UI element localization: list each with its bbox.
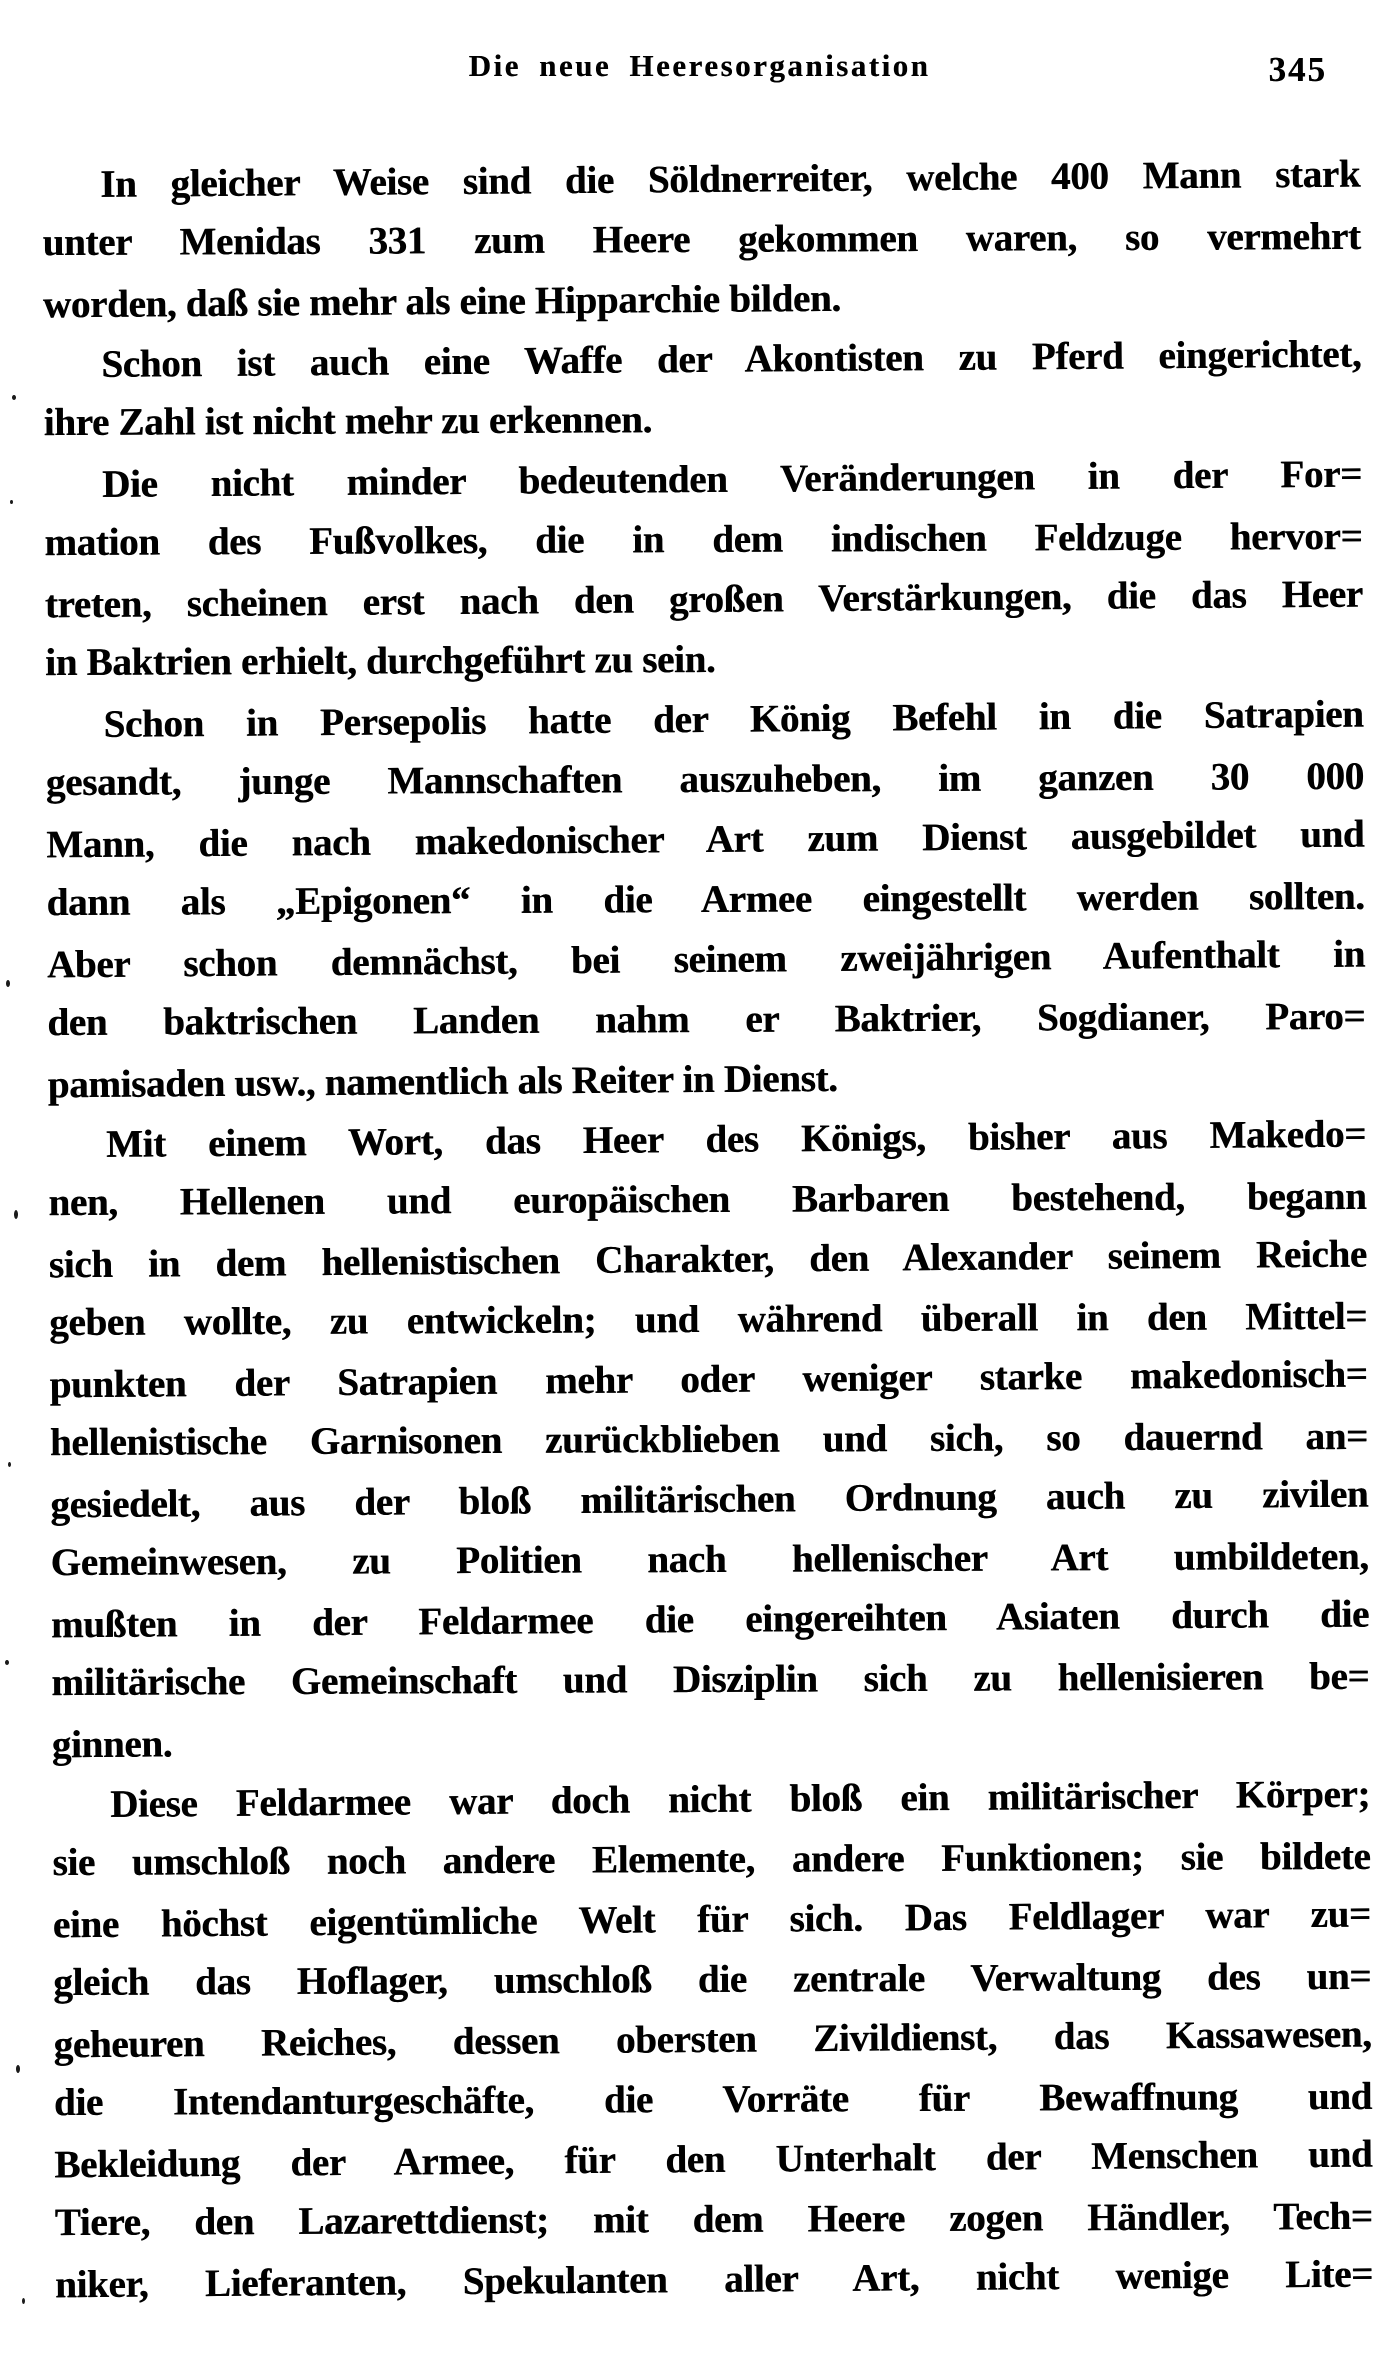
scan-speckle <box>12 395 16 400</box>
scan-speckle <box>10 500 13 504</box>
text-line: Schon ist auch eine Waffe der Akontisten zu Pferd eingerichtet, <box>101 332 1362 386</box>
text-line: niker, Lieferanten, Spekulanten aller Art, nicht wenige Lite= <box>54 2252 1374 2307</box>
text-line: mation des Fußvolkes, die in dem indischen Feldzuge hervor= <box>44 514 1363 565</box>
text-line: Mit einem Wort, das Heer des Königs, bisher aus Makedo= <box>105 1112 1367 1166</box>
text-line: Aber schon demnächst, bei seinem zweijährigen Aufenthalt in <box>46 932 1366 987</box>
text-line: die Intendanturgeschäfte, die Vorräte für Bewaffnung und <box>53 2074 1373 2125</box>
text-line: Tiere, den Lazarettdienst; mit dem Heere zogen Händler, Tech= <box>54 2194 1373 2245</box>
text-line: Gemeinwesen, zu Politien nach hellenischer Art umbildeten, <box>50 1534 1369 1585</box>
text-line: sich in dem hellenistischen Charakter, den Alexander seinem Reiche <box>48 1232 1367 1287</box>
text-line: ginnen. <box>51 1722 173 1767</box>
text-line: unter Menidas 331 zum Heere gekommen waren, so vermehrt <box>42 214 1361 265</box>
text-line: nen, Hellenen und europäischen Barbaren bestehend, begann <box>48 1174 1367 1225</box>
text-line: Schon in Persepolis hatte der König Befehl in die Satrapien <box>103 692 1364 746</box>
text-line: pamisaden usw., namentlich als Reiter in Dienst. <box>47 1056 838 1107</box>
text-line: Bekleidung der Armee, für den Unterhalt der Menschen und <box>54 2132 1373 2187</box>
scan-speckle <box>5 1660 9 1665</box>
text-line: Diese Feldarmee war doch nicht bloß ein militärischer Körper; <box>109 1772 1371 1826</box>
text-line: mußten in der Feldarmee die eingereihten Asiaten durch die <box>50 1592 1370 1647</box>
text-line: worden, daß sie mehr als eine Hipparchie bilden. <box>42 276 841 327</box>
text-line: dann als „Epigonen“ in die Armee eingestellt werden sollten. <box>46 874 1365 925</box>
scan-speckle <box>16 2065 20 2073</box>
text-line: militärische Gemeinschaft und Disziplin sich zu hellenisieren be= <box>51 1654 1370 1705</box>
text-line: treten, scheinen erst nach den großen Verstärkungen, die das Heer <box>44 572 1363 627</box>
text-line: sie umschloß noch andere Elemente, andere Funktionen; sie bildete <box>52 1834 1371 1885</box>
scan-speckle <box>8 1462 11 1467</box>
scan-speckle <box>6 980 10 987</box>
text-line: In gleicher Weise sind die Söldnerreiter, welche 400 Mann stark <box>100 152 1361 206</box>
paragraph <box>42 146 1361 334</box>
running-header <box>0 48 1399 108</box>
text-line: Die nicht minder bedeutenden Veränderungen in der For= <box>101 452 1363 506</box>
page-number: 345 <box>1268 50 1327 89</box>
paragraph <box>52 1766 1373 2314</box>
text-line: gesiedelt, aus der bloß militärischen Ordnung auch zu zivilen <box>50 1472 1369 1527</box>
paragraph <box>44 446 1363 694</box>
text-line: geheuren Reiches, dessen obersten Zivildienst, das Kassawesen, <box>53 2012 1372 2067</box>
text-line: den baktrischen Landen nahm er Baktrier, Sogdianer, Paro= <box>47 994 1366 1045</box>
text-line: punkten der Satrapien mehr oder weniger starke makedonisch= <box>49 1352 1368 1407</box>
text-line: gesandt, junge Mannschaften auszuheben, im ganzen 30 000 <box>45 754 1364 805</box>
page-title: Die neue Heeresorganisation <box>468 48 931 83</box>
text-line: geben wollte, zu entwickeln; und während überall in den Mittel= <box>49 1294 1368 1345</box>
text-line: in Baktrien erhielt, durchgeführt zu sein. <box>45 637 716 685</box>
text-line: ihre Zahl ist nicht mehr zu erkennen. <box>43 398 652 445</box>
scan-speckle <box>14 1210 18 1219</box>
scan-speckle <box>22 2298 25 2304</box>
text-line: eine höchst eigentümliche Welt für sich. Das Feldlager war zu= <box>52 1892 1371 1947</box>
body-text <box>42 146 1373 2314</box>
paragraph <box>48 1106 1370 1774</box>
text-line: Mann, die nach makedonischer Art zum Dienst ausgebildet und <box>46 812 1365 867</box>
text-line: hellenistische Garnisonen zurückblieben und sich, so dauernd an= <box>49 1414 1368 1465</box>
paragraph <box>45 686 1366 1114</box>
text-line: gleich das Hoflager, umschloß die zentrale Verwaltung des un= <box>53 1954 1372 2005</box>
paragraph <box>43 326 1362 454</box>
